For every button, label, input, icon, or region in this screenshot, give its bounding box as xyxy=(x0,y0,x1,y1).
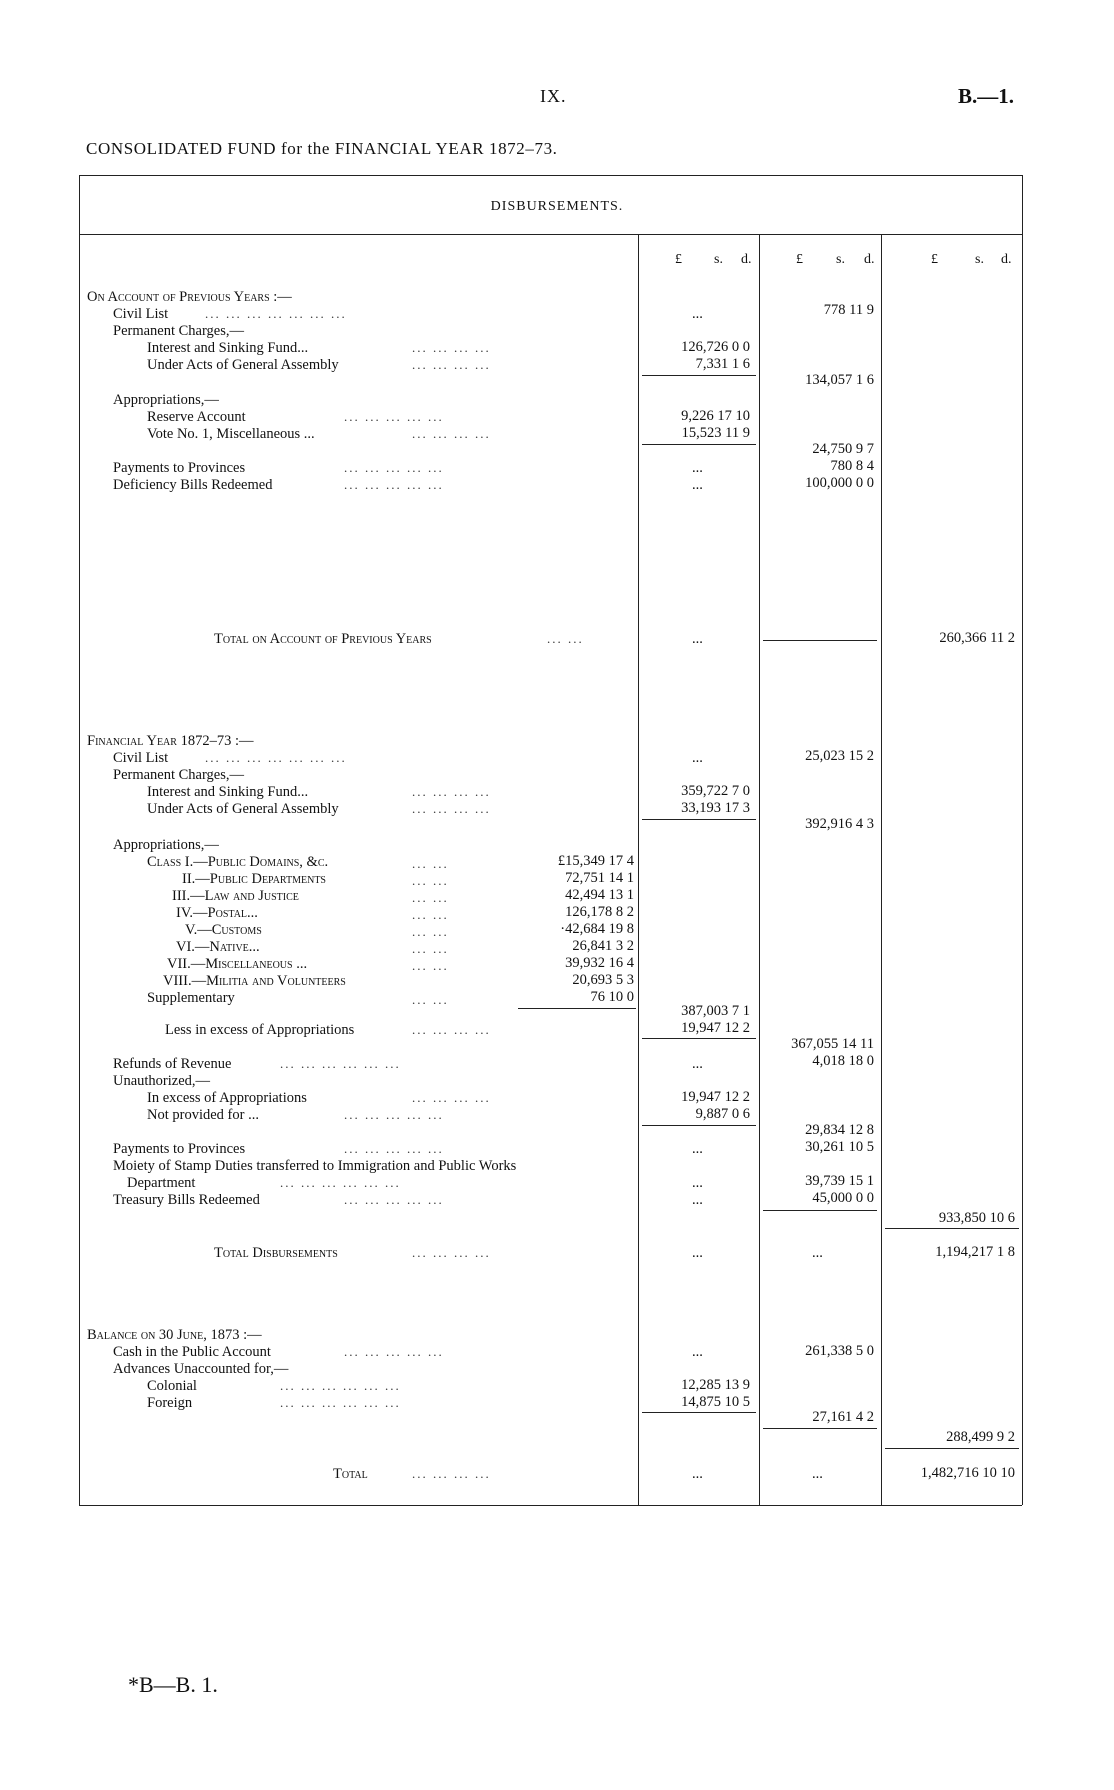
class-row-label: II.—Public Departments xyxy=(182,871,326,887)
cur-refunds-amount: 4,018 18 0 xyxy=(812,1053,874,1069)
class-row-label: V.—Customs xyxy=(185,922,262,938)
leader-dots: ... ... ... ... xyxy=(412,1466,491,1481)
col2-pence-header: d. xyxy=(864,252,875,267)
document-title: CONSOLIDATED FUND for the FINANCIAL YEAR 1872–73. xyxy=(86,139,558,158)
leader-dots: ... ... ... ... ... xyxy=(344,1344,444,1359)
prev-under-acts-amount: 7,331 1 6 xyxy=(695,356,750,372)
column-divider-1 xyxy=(638,234,639,1505)
prev-interest-label: Interest and Sinking Fund... xyxy=(147,340,309,356)
col2-pound-header: £ xyxy=(796,252,803,267)
total-rule xyxy=(885,1448,1019,1449)
grand-total-amount: 1,482,716 10 10 xyxy=(920,1465,1015,1481)
cur-appropriations-label: Appropriations,— xyxy=(113,837,219,853)
leader-dots: ... ... xyxy=(412,856,449,871)
cur-moiety-col1: ... xyxy=(692,1175,703,1191)
leader-dots: ... ... ... ... xyxy=(412,784,491,799)
cur-interest-amount: 359,722 7 0 xyxy=(681,783,750,799)
prev-appropriations-total: 24,750 9 7 xyxy=(812,441,874,457)
cur-treasury-amount: 45,000 0 0 xyxy=(812,1190,874,1206)
prev-reserve-label: Reserve Account xyxy=(147,409,246,425)
cur-appropriations-net: 367,055 14 11 xyxy=(791,1036,874,1052)
leader-dots: ... ... ... ... ... xyxy=(344,1141,444,1156)
cur-permanent-label: Permanent Charges,— xyxy=(113,767,245,783)
subtotal-rule xyxy=(763,1428,877,1429)
class-row-label: VIII.—Militia and Volunteers xyxy=(163,973,346,989)
cur-provinces-label: Payments to Provinces xyxy=(113,1141,246,1157)
leader-dots: ... ... ... ... ... ... ... xyxy=(205,306,347,321)
subtotal-rule xyxy=(642,375,756,376)
col3-shilling-header: s. xyxy=(975,252,984,267)
total-disbursements-col1: ... xyxy=(692,1245,703,1261)
prev-vote1-amount: 15,523 11 9 xyxy=(681,425,750,441)
class-row-amount: 42,494 13 1 xyxy=(565,887,634,903)
cur-under-acts-label: Under Acts of General Assembly xyxy=(147,801,339,817)
current-year-heading: Financial Year 1872–73 :— xyxy=(87,733,254,749)
bal-total-amount: 288,499 9 2 xyxy=(946,1429,1015,1445)
leader-dots: ... ... ... ... xyxy=(412,1090,491,1105)
page-number: IX. xyxy=(540,86,567,106)
leader-dots: ... ... xyxy=(412,958,449,973)
subtotal-rule xyxy=(642,819,756,820)
prev-total-label: Total on Account of Previous Years xyxy=(214,631,432,647)
class-row-amount: £15,349 17 4 xyxy=(557,853,634,869)
leader-dots: ... ... ... ... ... ... xyxy=(280,1175,401,1190)
class-row-amount: 126,178 8 2 xyxy=(565,904,634,920)
prev-deficiency-label: Deficiency Bills Redeemed xyxy=(113,477,273,493)
bal-advances-total: 27,161 4 2 xyxy=(812,1409,874,1425)
leader-dots: ... ... xyxy=(412,924,449,939)
grand-total-col2: ... xyxy=(812,1466,823,1482)
class-row-amount: 72,751 14 1 xyxy=(565,870,634,886)
prev-permanent-label: Permanent Charges,— xyxy=(113,323,245,339)
leader-dots: ... ... ... ... xyxy=(412,340,491,355)
cur-under-acts-amount: 33,193 17 3 xyxy=(681,800,750,816)
cur-refunds-label: Refunds of Revenue xyxy=(113,1056,232,1072)
class-row-label: III.—Law and Justice xyxy=(172,888,299,904)
cur-permanent-total: 392,916 4 3 xyxy=(805,816,874,832)
bal-cash-col1: ... xyxy=(692,1344,703,1360)
cur-treasury-label: Treasury Bills Redeemed xyxy=(113,1192,260,1208)
cur-in-excess-amount: 19,947 12 2 xyxy=(681,1089,750,1105)
subtotal-rule xyxy=(642,444,756,445)
cur-civil-list-label: Civil List xyxy=(113,750,169,766)
prev-appropriations-label: Appropriations,— xyxy=(113,392,219,408)
leader-dots: ... ... ... ... ... ... xyxy=(280,1395,401,1410)
class-row-label: VI.—Native... xyxy=(176,939,260,955)
total-disbursements-amount: 1,194,217 1 8 xyxy=(935,1244,1015,1260)
leader-dots: ... ... xyxy=(412,890,449,905)
prev-provinces-label: Payments to Provinces xyxy=(113,460,246,476)
bal-foreign-amount: 14,875 10 5 xyxy=(681,1394,750,1410)
col2-shilling-header: s. xyxy=(836,252,845,267)
cur-treasury-col1: ... xyxy=(692,1192,703,1208)
class-row-amount: 26,841 3 2 xyxy=(572,938,634,954)
class-row-amount: ·42,684 19 8 xyxy=(560,921,634,937)
col1-pound-header: £ xyxy=(675,252,682,267)
cur-moiety-dept-label: Department xyxy=(127,1175,196,1191)
column-divider-3 xyxy=(881,234,882,1505)
prev-civil-list-col1: ... xyxy=(692,306,703,322)
cur-in-excess-label: In excess of Appropriations xyxy=(147,1090,307,1106)
leader-dots: ... ... ... ... ... xyxy=(344,477,444,492)
cur-not-provided-amount: 9,887 0 6 xyxy=(695,1106,750,1122)
grand-total-col1: ... xyxy=(692,1466,703,1482)
prev-interest-amount: 126,726 0 0 xyxy=(681,339,750,355)
class-row-label: IV.—Postal... xyxy=(176,905,258,921)
cur-not-provided-label: Not provided for ... xyxy=(147,1107,259,1123)
bal-advances-label: Advances Unaccounted for,— xyxy=(113,1361,289,1377)
subtotal-rule xyxy=(642,1038,756,1039)
cur-classes-total: 387,003 7 1 xyxy=(681,1003,750,1019)
cur-provinces-amount: 30,261 10 5 xyxy=(805,1139,874,1155)
section-heading: DISBURSEMENTS. xyxy=(490,199,624,214)
total-rule xyxy=(885,1228,1019,1229)
cur-unauthorized-total: 29,834 12 8 xyxy=(805,1122,874,1138)
cur-provinces-col1: ... xyxy=(692,1141,703,1157)
total-disbursements-label: Total Disbursements xyxy=(214,1245,338,1261)
cur-total-amount: 933,850 10 6 xyxy=(938,1210,1015,1226)
cur-civil-list-amount: 25,023 15 2 xyxy=(805,748,874,764)
leader-dots: ... ... ... ... ... ... xyxy=(280,1056,401,1071)
prev-reserve-amount: 9,226 17 10 xyxy=(681,408,750,424)
bal-cash-label: Cash in the Public Account xyxy=(113,1344,271,1360)
class-row-amount: 39,932 16 4 xyxy=(565,955,634,971)
leader-dots: ... ... ... ... ... ... xyxy=(280,1378,401,1393)
bal-cash-amount: 261,338 5 0 xyxy=(805,1343,874,1359)
bal-foreign-label: Foreign xyxy=(147,1395,193,1411)
col3-pound-header: £ xyxy=(931,252,938,267)
previous-years-heading: On Account of Previous Years :— xyxy=(87,289,292,305)
top-rule xyxy=(79,175,1022,176)
cur-unauthorized-label: Unauthorized,— xyxy=(113,1073,211,1089)
balance-heading: Balance on 30 June, 1873 :— xyxy=(87,1327,262,1343)
bal-colonial-label: Colonial xyxy=(147,1378,197,1394)
subtotal-rule xyxy=(763,1210,877,1211)
cur-less-excess-label: Less in excess of Appropriations xyxy=(165,1022,355,1038)
prev-civil-list-label: Civil List xyxy=(113,306,169,322)
prev-civil-list-amount: 778 11 9 xyxy=(823,302,874,318)
cur-moiety-label: Moiety of Stamp Duties transferred to Immigration and Public Works xyxy=(113,1158,517,1174)
leader-dots: ... ... ... ... ... xyxy=(344,409,444,424)
cur-refunds-col1: ... xyxy=(692,1056,703,1072)
prev-provinces-amount: 780 8 4 xyxy=(830,458,874,474)
leader-dots: ... ... ... ... ... xyxy=(344,460,444,475)
prev-deficiency-amount: 100,000 0 0 xyxy=(805,475,874,491)
class-row-label: Class I.—Public Domains, &c. xyxy=(147,854,329,870)
leader-dots: ... ... ... ... xyxy=(412,1022,491,1037)
col1-shilling-header: s. xyxy=(714,252,723,267)
bal-colonial-amount: 12,285 13 9 xyxy=(681,1377,750,1393)
leader-dots: ... ... xyxy=(412,873,449,888)
prev-provinces-col1: ... xyxy=(692,460,703,476)
footer-signature: *B—B. 1. xyxy=(128,1672,218,1697)
class-row-amount: 76 10 0 xyxy=(590,989,634,1005)
leader-dots: ... ... xyxy=(547,631,584,646)
prev-under-acts-label: Under Acts of General Assembly xyxy=(147,357,339,373)
cur-interest-label: Interest and Sinking Fund... xyxy=(147,784,309,800)
leader-dots: ... ... xyxy=(412,992,449,1007)
leader-dots: ... ... ... ... ... ... ... xyxy=(205,750,347,765)
leader-dots: ... ... ... ... ... xyxy=(344,1192,444,1207)
subtotal-rule xyxy=(642,1125,756,1126)
leader-dots: ... ... ... ... xyxy=(412,1245,491,1260)
col3-pence-header: d. xyxy=(1001,252,1012,267)
total-rule xyxy=(763,640,877,641)
leader-dots: ... ... ... ... ... xyxy=(344,1107,444,1122)
grand-total-label: Total xyxy=(333,1466,368,1482)
total-disbursements-col2: ... xyxy=(812,1245,823,1261)
cur-less-excess-amount: 19,947 12 2 xyxy=(681,1020,750,1036)
page-code: B.—1. xyxy=(958,84,1015,108)
leader-dots: ... ... ... ... xyxy=(412,357,491,372)
subtotal-rule xyxy=(642,1412,756,1413)
prev-total-col1: ... xyxy=(692,631,703,647)
prev-permanent-total: 134,057 1 6 xyxy=(805,372,874,388)
subtotal-rule xyxy=(518,1008,636,1009)
col1-pence-header: d. xyxy=(741,252,752,267)
leader-dots: ... ... ... ... xyxy=(412,801,491,816)
prev-total-amount: 260,366 11 2 xyxy=(939,630,1015,646)
prev-vote1-label: Vote No. 1, Miscellaneous ... xyxy=(147,426,315,442)
leader-dots: ... ... xyxy=(412,907,449,922)
leader-dots: ... ... xyxy=(412,941,449,956)
column-divider-2 xyxy=(759,234,760,1505)
cur-civil-list-col1: ... xyxy=(692,750,703,766)
leader-dots: ... ... ... ... xyxy=(412,426,491,441)
cur-moiety-amount: 39,739 15 1 xyxy=(805,1173,874,1189)
class-row-label: VII.—Miscellaneous ... xyxy=(167,956,308,972)
prev-deficiency-col1: ... xyxy=(692,477,703,493)
class-row-label: Supplementary xyxy=(147,990,235,1006)
bottom-rule xyxy=(79,1505,1022,1506)
class-row-amount: 20,693 5 3 xyxy=(572,972,634,988)
